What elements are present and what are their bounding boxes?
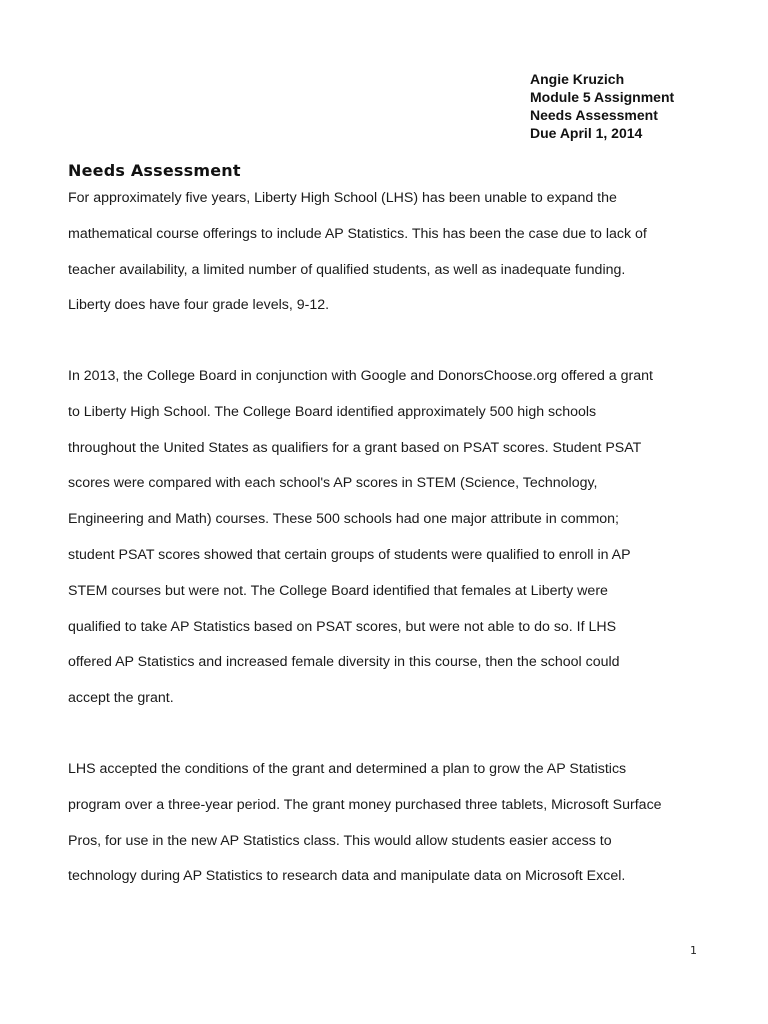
paragraph-line: offered AP Statistics and increased female diversity in this course, then the school could [68, 654, 620, 671]
page-number: 1 [690, 944, 697, 957]
author-name: Angie Kruzich [530, 71, 625, 87]
paragraph-line: Liberty does have four grade levels, 9-12. [68, 297, 330, 314]
paragraph-line: to Liberty High School. The College Board identified approximately 500 high schools [68, 403, 597, 420]
paragraph-line: Pros, for use in the new AP Statistics class. This would allow students easier access to [68, 832, 612, 849]
paragraph-line: LHS accepted the conditions of the grant and determined a plan to grow the AP Statistics [68, 761, 627, 777]
due-date: Due April 1, 2014 [530, 125, 643, 141]
document-title: Needs Assessment [68, 161, 241, 180]
paragraph-line: teacher availability, a limited number of qualified students, as well as inadequate funding. [68, 261, 626, 278]
paragraph-line: technology during AP Statistics to research data and manipulate data on Microsoft Excel. [68, 868, 626, 885]
paragraph-line: student PSAT scores showed that certain groups of students were qualified to enroll in AP [68, 546, 631, 563]
paragraph-line: scores were compared with each school's AP scores in STEM (Science, Technology, [68, 475, 598, 492]
assignment-name: Needs Assessment [530, 107, 658, 123]
paragraph-1 [68, 189, 718, 332]
paragraph-line: STEM courses but were not. The College Board identified that females at Liberty were [68, 582, 608, 599]
paragraph-line: program over a three-year period. The grant money purchased three tablets, Microsoft Surface [68, 796, 662, 813]
paragraph-line: qualified to take AP Statistics based on PSAT scores, but were not able to do so. If LHS [68, 618, 617, 635]
paragraph-line: mathematical course offerings to include AP Statistics. This has been the case due to lack of [68, 225, 647, 242]
paragraph-line: throughout the United States as qualifiers for a grant based on PSAT scores. Student PSAT [68, 439, 642, 456]
paragraph-3 [68, 760, 718, 903]
paragraph-line: accept the grant. [68, 690, 174, 707]
paragraph-line: In 2013, the College Board in conjunction with Google and DonorsChoose.org offered a grant [68, 368, 653, 384]
paragraph-2 [68, 367, 718, 725]
paragraph-line: For approximately five years, Liberty High School (LHS) has been unable to expand the [68, 190, 617, 206]
document-header [530, 70, 674, 142]
course-module: Module 5 Assignment [530, 89, 675, 105]
paragraph-line: Engineering and Math) courses. These 500 schools had one major attribute in common; [68, 511, 619, 528]
